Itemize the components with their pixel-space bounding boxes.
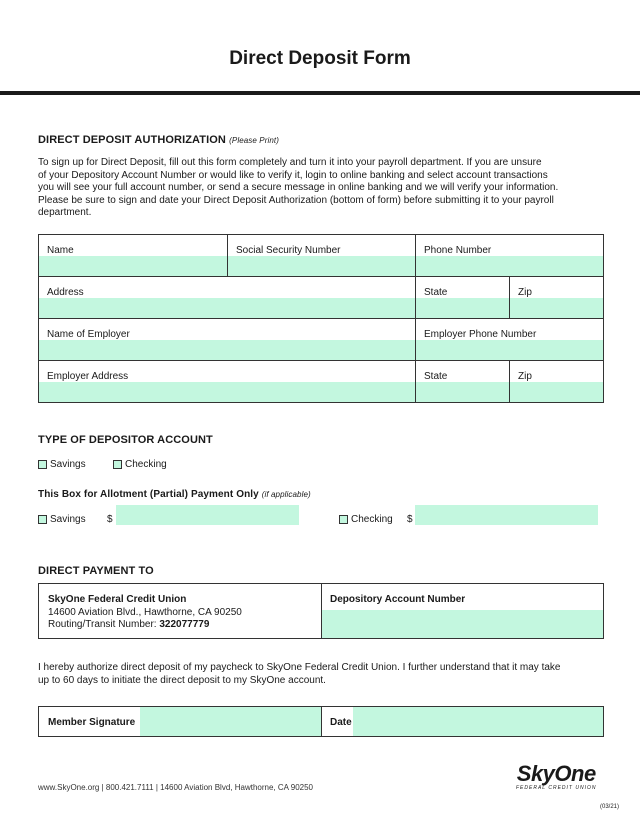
employer-address-label: Employer Address: [47, 371, 129, 382]
ssn-field[interactable]: [228, 256, 415, 276]
signature-field[interactable]: [140, 707, 321, 736]
employer-phone-field[interactable]: [416, 340, 603, 360]
address-label: Address: [47, 287, 84, 298]
credit-union-name: SkyOne Federal Credit Union: [48, 594, 187, 605]
allotment-heading: [38, 489, 311, 500]
zip-cell: [509, 276, 604, 319]
instructions-line: department.: [38, 207, 92, 218]
employer-field[interactable]: [39, 340, 415, 360]
employer-address-field[interactable]: [39, 382, 415, 402]
phone-label: Phone Number: [424, 245, 492, 256]
direct-payment-heading: DIRECT PAYMENT TO: [38, 565, 154, 577]
allotment-savings-option: [38, 514, 86, 525]
allotment-heading-text: This Box for Allotment (Partial) Payment Only: [38, 489, 259, 500]
date-field[interactable]: [353, 707, 603, 736]
employer-state-label: State: [424, 371, 448, 382]
savings-label: Savings: [50, 459, 86, 470]
employer-zip-cell: [509, 360, 604, 403]
employer-zip-label: Zip: [518, 371, 532, 382]
routing-number: 322077779: [159, 619, 210, 630]
allotment-checking-dollar: $: [407, 514, 413, 525]
authorization-statement: [38, 662, 608, 687]
account-type-options: [38, 459, 86, 470]
credit-union-cell: [38, 583, 322, 639]
checking-option: [113, 459, 167, 470]
instructions-paragraph: [38, 157, 608, 220]
instructions-line: To sign up for Direct Deposit, fill out this form completely and turn it into your payroll department. If you are unsure: [38, 157, 542, 168]
authorization-heading: [38, 134, 279, 146]
name-cell: [38, 234, 228, 277]
savings-checkbox[interactable]: [38, 460, 47, 469]
please-print-note: (Please Print): [229, 136, 279, 145]
zip-field[interactable]: [510, 298, 603, 318]
authorization-line: I hereby authorize direct deposit of my paycheck to SkyOne Federal Credit Union. I further understand that it may take: [38, 662, 561, 673]
name-field[interactable]: [39, 256, 227, 276]
allotment-checking-amount-field[interactable]: [415, 505, 598, 525]
page-title: Direct Deposit Form: [229, 48, 411, 69]
employer-phone-label: Employer Phone Number: [424, 329, 537, 340]
allotment-note: (if applicable): [261, 490, 311, 499]
allotment-savings-label: Savings: [50, 514, 86, 525]
address-cell: [38, 276, 416, 319]
skyone-logo: [516, 761, 596, 791]
address-field[interactable]: [39, 298, 415, 318]
employer-state-field[interactable]: [416, 382, 509, 402]
instructions-line: Please be sure to sign and date your Direct Deposit Authorization (bottom of form) before submitting it to your payroll: [38, 194, 554, 206]
footer-contact: www.SkyOne.org | 800.421.7111 | 14600 Aviation Blvd, Hawthorne, CA 90250: [38, 783, 313, 792]
instructions-line: you will see your full account number, or send a secure message in online banking and we will verify your information.: [38, 182, 559, 193]
employer-zip-field[interactable]: [510, 382, 603, 402]
state-field[interactable]: [416, 298, 509, 318]
signature-cell: [38, 706, 322, 737]
allotment-checking-checkbox[interactable]: [339, 515, 348, 524]
employer-label: Name of Employer: [47, 329, 130, 340]
state-cell: [415, 276, 510, 319]
employer-address-cell: [38, 360, 416, 403]
form-version: (03/21): [600, 804, 620, 810]
phone-field[interactable]: [416, 256, 603, 276]
instructions-line: of your Depository Account Number or would like to verify it, login to online banking and select account transactions: [38, 169, 548, 181]
ssn-cell: [227, 234, 416, 277]
employer-state-cell: [415, 360, 510, 403]
credit-union-address: 14600 Aviation Blvd., Hawthorne, CA 90250: [48, 606, 242, 618]
ssn-label: Social Security Number: [236, 245, 341, 256]
credit-union-info: [48, 594, 242, 632]
allotment-checking-option: [339, 514, 393, 525]
account-number-field[interactable]: [322, 610, 603, 638]
allotment-checking-label: Checking: [351, 514, 393, 525]
routing-label: Routing/Transit Number:: [48, 619, 157, 630]
name-label: Name: [47, 245, 74, 256]
account-number-cell: [321, 583, 604, 639]
checking-label: Checking: [125, 459, 167, 470]
account-number-label: Depository Account Number: [330, 594, 466, 605]
authorization-heading-text: DIRECT DEPOSIT AUTHORIZATION: [38, 134, 226, 146]
account-type-heading: TYPE OF DEPOSITOR ACCOUNT: [38, 434, 213, 446]
phone-cell: [415, 234, 604, 277]
state-label: State: [424, 287, 448, 298]
employer-cell: [38, 318, 416, 361]
signature-label: Member Signature: [48, 717, 136, 728]
checking-checkbox[interactable]: [113, 460, 122, 469]
date-cell: [321, 706, 604, 737]
logo-subtitle: FEDERAL CREDIT UNION: [516, 785, 597, 791]
zip-label: Zip: [518, 287, 532, 298]
allotment-savings-amount-field[interactable]: [116, 505, 299, 525]
routing-line: [48, 619, 242, 632]
date-label: Date: [330, 717, 352, 728]
allotment-savings-dollar: $: [107, 514, 113, 525]
title-rule: [0, 91, 640, 95]
authorization-line: up to 60 days to initiate the direct deposit to my SkyOne account.: [38, 674, 326, 686]
logo-wordmark: SkyOne: [516, 761, 596, 786]
allotment-savings-checkbox[interactable]: [38, 515, 47, 524]
employer-phone-cell: [415, 318, 604, 361]
